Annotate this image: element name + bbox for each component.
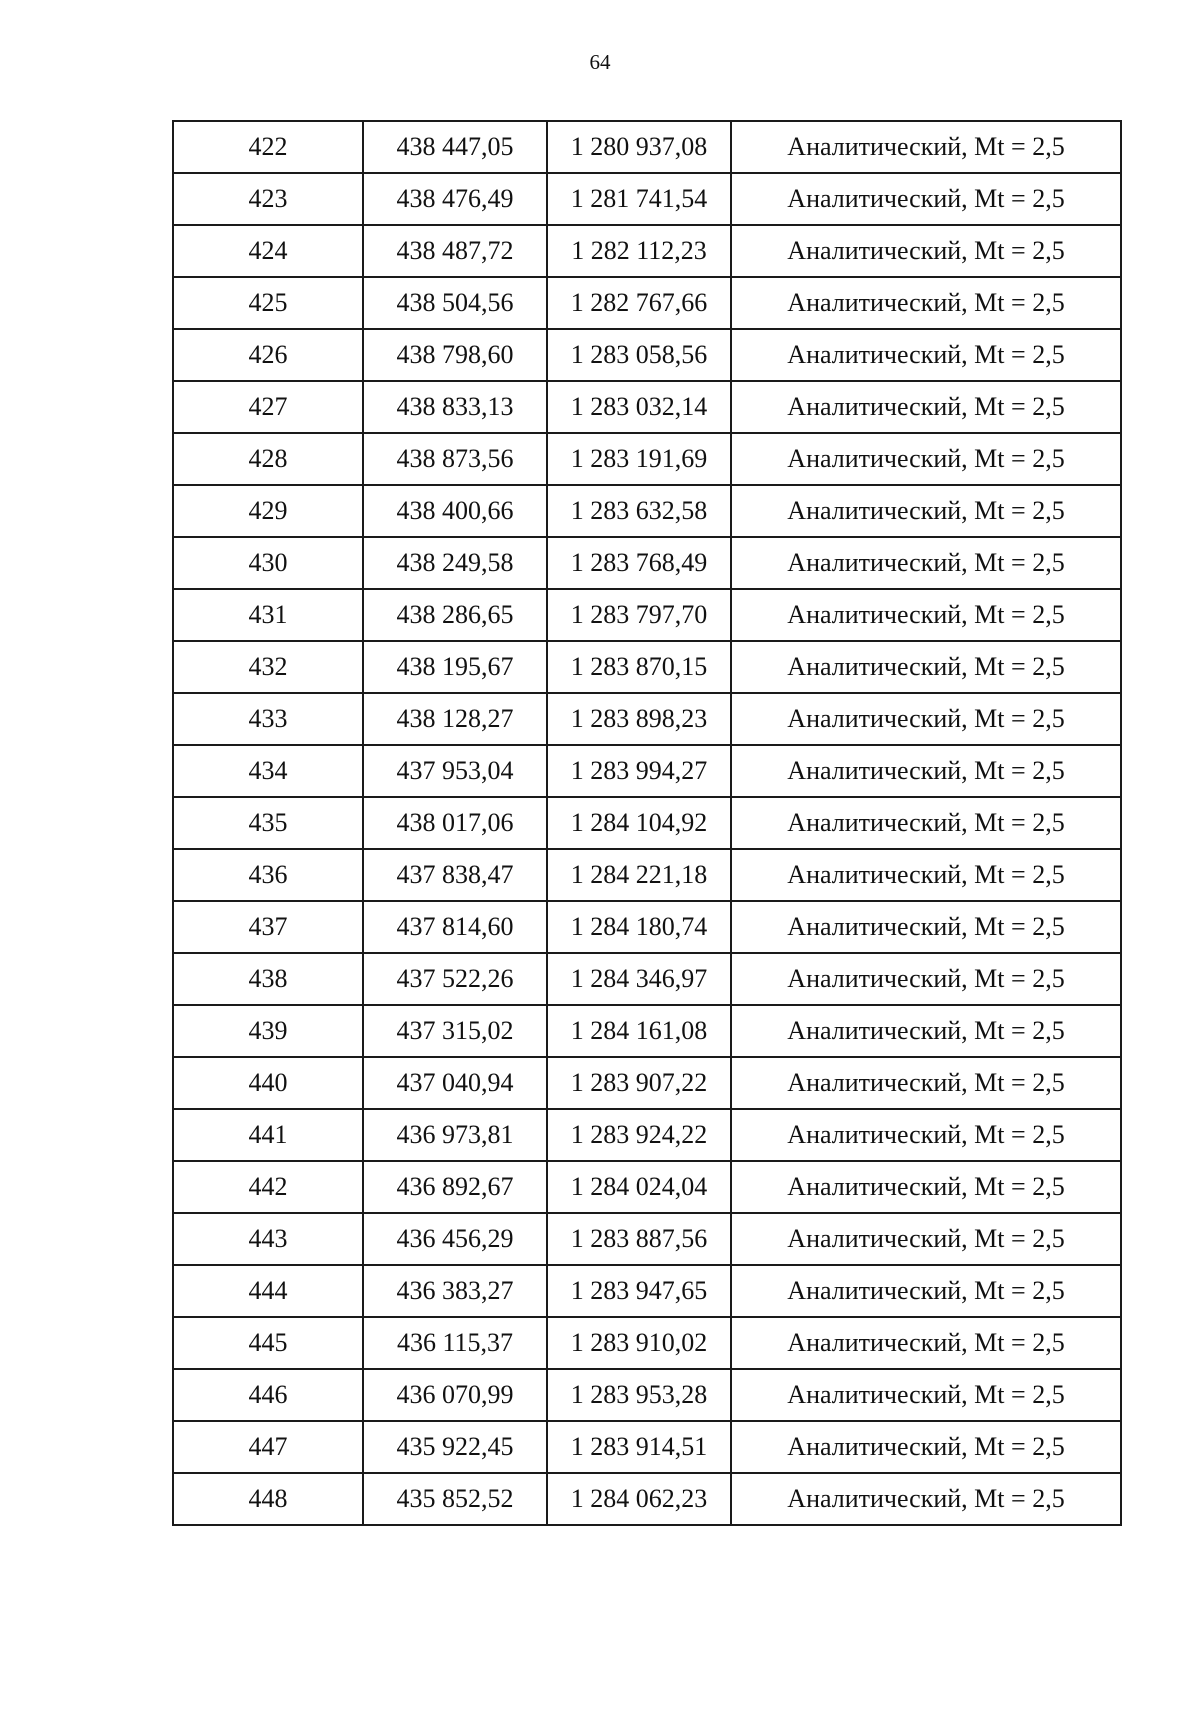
y-coordinate-cell: 1 284 180,74 [547, 901, 731, 953]
x-coordinate-cell: 436 973,81 [363, 1109, 547, 1161]
y-coordinate-cell: 1 284 062,23 [547, 1473, 731, 1525]
y-coordinate-cell: 1 280 937,08 [547, 121, 731, 173]
method-cell: Аналитический, Mt = 2,5 [731, 1161, 1121, 1213]
x-coordinate-cell: 438 873,56 [363, 433, 547, 485]
y-coordinate-cell: 1 284 161,08 [547, 1005, 731, 1057]
y-coordinate-cell: 1 284 104,92 [547, 797, 731, 849]
table-row [173, 1161, 1121, 1213]
point-number-cell: 437 [173, 901, 363, 953]
table-row [173, 1213, 1121, 1265]
x-coordinate-cell: 438 286,65 [363, 589, 547, 641]
x-coordinate-cell: 438 487,72 [363, 225, 547, 277]
method-cell: Аналитический, Mt = 2,5 [731, 641, 1121, 693]
y-coordinate-cell: 1 284 221,18 [547, 849, 731, 901]
table-row [173, 953, 1121, 1005]
table-row [173, 745, 1121, 797]
y-coordinate-cell: 1 283 994,27 [547, 745, 731, 797]
point-number-cell: 425 [173, 277, 363, 329]
y-coordinate-cell: 1 282 112,23 [547, 225, 731, 277]
point-number-cell: 426 [173, 329, 363, 381]
method-cell: Аналитический, Mt = 2,5 [731, 485, 1121, 537]
y-coordinate-cell: 1 281 741,54 [547, 173, 731, 225]
point-number-cell: 448 [173, 1473, 363, 1525]
x-coordinate-cell: 438 195,67 [363, 641, 547, 693]
table-row [173, 901, 1121, 953]
point-number-cell: 436 [173, 849, 363, 901]
point-number-cell: 435 [173, 797, 363, 849]
point-number-cell: 439 [173, 1005, 363, 1057]
table-body [173, 121, 1121, 1525]
table-row [173, 537, 1121, 589]
y-coordinate-cell: 1 282 767,66 [547, 277, 731, 329]
method-cell: Аналитический, Mt = 2,5 [731, 1005, 1121, 1057]
x-coordinate-cell: 437 040,94 [363, 1057, 547, 1109]
table-row [173, 433, 1121, 485]
table-row [173, 1369, 1121, 1421]
point-number-cell: 422 [173, 121, 363, 173]
point-number-cell: 441 [173, 1109, 363, 1161]
y-coordinate-cell: 1 283 870,15 [547, 641, 731, 693]
method-cell: Аналитический, Mt = 2,5 [731, 277, 1121, 329]
method-cell: Аналитический, Mt = 2,5 [731, 433, 1121, 485]
x-coordinate-cell: 438 128,27 [363, 693, 547, 745]
x-coordinate-cell: 436 383,27 [363, 1265, 547, 1317]
y-coordinate-cell: 1 283 887,56 [547, 1213, 731, 1265]
y-coordinate-cell: 1 283 768,49 [547, 537, 731, 589]
table-row [173, 1317, 1121, 1369]
table-row [173, 641, 1121, 693]
y-coordinate-cell: 1 283 898,23 [547, 693, 731, 745]
x-coordinate-cell: 438 400,66 [363, 485, 547, 537]
x-coordinate-cell: 438 504,56 [363, 277, 547, 329]
x-coordinate-cell: 438 249,58 [363, 537, 547, 589]
x-coordinate-cell: 438 476,49 [363, 173, 547, 225]
table-row [173, 225, 1121, 277]
method-cell: Аналитический, Mt = 2,5 [731, 1057, 1121, 1109]
point-number-cell: 430 [173, 537, 363, 589]
method-cell: Аналитический, Mt = 2,5 [731, 1369, 1121, 1421]
page-number: 64 [589, 50, 611, 74]
method-cell: Аналитический, Mt = 2,5 [731, 381, 1121, 433]
point-number-cell: 427 [173, 381, 363, 433]
method-cell: Аналитический, Mt = 2,5 [731, 1109, 1121, 1161]
point-number-cell: 424 [173, 225, 363, 277]
point-number-cell: 440 [173, 1057, 363, 1109]
x-coordinate-cell: 438 017,06 [363, 797, 547, 849]
table-row [173, 173, 1121, 225]
x-coordinate-cell: 437 838,47 [363, 849, 547, 901]
table-row [173, 693, 1121, 745]
point-number-cell: 442 [173, 1161, 363, 1213]
table-row [173, 277, 1121, 329]
method-cell: Аналитический, Mt = 2,5 [731, 745, 1121, 797]
method-cell: Аналитический, Mt = 2,5 [731, 589, 1121, 641]
x-coordinate-cell: 436 892,67 [363, 1161, 547, 1213]
x-coordinate-cell: 435 852,52 [363, 1473, 547, 1525]
table-row [173, 849, 1121, 901]
method-cell: Аналитический, Mt = 2,5 [731, 1265, 1121, 1317]
method-cell: Аналитический, Mt = 2,5 [731, 121, 1121, 173]
method-cell: Аналитический, Mt = 2,5 [731, 953, 1121, 1005]
table-row [173, 1005, 1121, 1057]
y-coordinate-cell: 1 283 058,56 [547, 329, 731, 381]
y-coordinate-cell: 1 283 953,28 [547, 1369, 731, 1421]
table-row [173, 121, 1121, 173]
point-number-cell: 445 [173, 1317, 363, 1369]
point-number-cell: 447 [173, 1421, 363, 1473]
coordinates-table [172, 120, 1122, 1526]
method-cell: Аналитический, Mt = 2,5 [731, 173, 1121, 225]
point-number-cell: 433 [173, 693, 363, 745]
table-row [173, 797, 1121, 849]
method-cell: Аналитический, Mt = 2,5 [731, 1473, 1121, 1525]
table-row [173, 1473, 1121, 1525]
x-coordinate-cell: 438 798,60 [363, 329, 547, 381]
y-coordinate-cell: 1 283 032,14 [547, 381, 731, 433]
method-cell: Аналитический, Mt = 2,5 [731, 849, 1121, 901]
x-coordinate-cell: 437 522,26 [363, 953, 547, 1005]
x-coordinate-cell: 438 447,05 [363, 121, 547, 173]
point-number-cell: 428 [173, 433, 363, 485]
table-row [173, 1265, 1121, 1317]
method-cell: Аналитический, Mt = 2,5 [731, 1317, 1121, 1369]
x-coordinate-cell: 436 115,37 [363, 1317, 547, 1369]
x-coordinate-cell: 436 456,29 [363, 1213, 547, 1265]
table-row [173, 589, 1121, 641]
x-coordinate-cell: 437 814,60 [363, 901, 547, 953]
method-cell: Аналитический, Mt = 2,5 [731, 1213, 1121, 1265]
point-number-cell: 434 [173, 745, 363, 797]
method-cell: Аналитический, Mt = 2,5 [731, 797, 1121, 849]
method-cell: Аналитический, Mt = 2,5 [731, 329, 1121, 381]
y-coordinate-cell: 1 284 024,04 [547, 1161, 731, 1213]
method-cell: Аналитический, Mt = 2,5 [731, 1421, 1121, 1473]
point-number-cell: 446 [173, 1369, 363, 1421]
table-row [173, 485, 1121, 537]
point-number-cell: 443 [173, 1213, 363, 1265]
x-coordinate-cell: 436 070,99 [363, 1369, 547, 1421]
y-coordinate-cell: 1 283 907,22 [547, 1057, 731, 1109]
x-coordinate-cell: 438 833,13 [363, 381, 547, 433]
table-row [173, 381, 1121, 433]
point-number-cell: 432 [173, 641, 363, 693]
point-number-cell: 429 [173, 485, 363, 537]
point-number-cell: 438 [173, 953, 363, 1005]
x-coordinate-cell: 437 953,04 [363, 745, 547, 797]
table-row [173, 1109, 1121, 1161]
y-coordinate-cell: 1 283 632,58 [547, 485, 731, 537]
x-coordinate-cell: 437 315,02 [363, 1005, 547, 1057]
point-number-cell: 444 [173, 1265, 363, 1317]
y-coordinate-cell: 1 283 947,65 [547, 1265, 731, 1317]
y-coordinate-cell: 1 283 914,51 [547, 1421, 731, 1473]
x-coordinate-cell: 435 922,45 [363, 1421, 547, 1473]
y-coordinate-cell: 1 283 191,69 [547, 433, 731, 485]
method-cell: Аналитический, Mt = 2,5 [731, 537, 1121, 589]
point-number-cell: 423 [173, 173, 363, 225]
method-cell: Аналитический, Mt = 2,5 [731, 693, 1121, 745]
table-row [173, 1421, 1121, 1473]
method-cell: Аналитический, Mt = 2,5 [731, 225, 1121, 277]
table-row [173, 1057, 1121, 1109]
y-coordinate-cell: 1 283 797,70 [547, 589, 731, 641]
table-row [173, 329, 1121, 381]
y-coordinate-cell: 1 284 346,97 [547, 953, 731, 1005]
point-number-cell: 431 [173, 589, 363, 641]
y-coordinate-cell: 1 283 924,22 [547, 1109, 731, 1161]
y-coordinate-cell: 1 283 910,02 [547, 1317, 731, 1369]
method-cell: Аналитический, Mt = 2,5 [731, 901, 1121, 953]
